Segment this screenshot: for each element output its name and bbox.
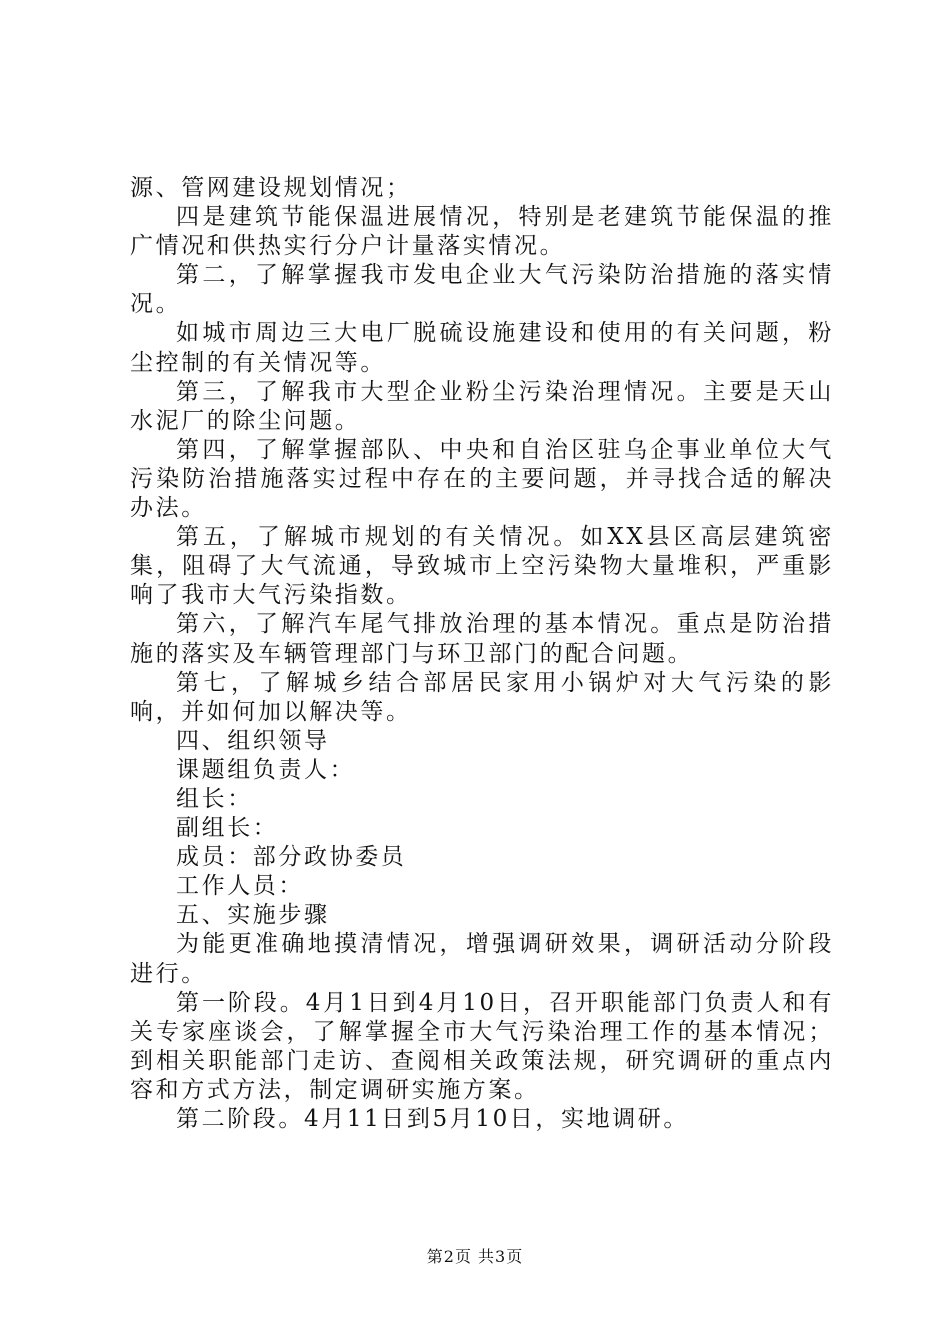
page-footer <box>0 1244 950 1267</box>
paragraph: 四、组织领导 <box>176 727 330 754</box>
paragraph: 第三，了解我市大型企业粉尘污染治理情况。主要是天山水泥厂的除尘问题。 <box>130 378 834 434</box>
paragraph: 第二，了解掌握我市发电企业大气污染防治措施的落实情况。 <box>130 262 834 318</box>
paragraph: 组长： <box>176 785 253 812</box>
paragraph: 课题组负责人： <box>176 756 356 783</box>
page-number-label: 第2页 共3页 <box>426 1247 524 1266</box>
paragraph: 五、实施步骤 <box>176 902 330 929</box>
paragraph: 如城市周边三大电厂脱硫设施建设和使用的有关问题，粉尘控制的有关情况等。 <box>130 320 834 376</box>
paragraph: 成员：部分政协委员 <box>176 844 407 871</box>
paragraph: 第五，了解城市规划的有关情况。如XX县区高层建筑密集，阻碍了大气流通，导致城市上空污染物大量堆积，严重影响了我市大气污染指数。 <box>130 524 834 609</box>
paragraph: 第二阶段。4月11日到5月10日，实地调研。 <box>176 1106 689 1132</box>
paragraph: 第七，了解城乡结合部居民家用小锅炉对大气污染的影响，并如何加以解决等。 <box>130 669 834 725</box>
paragraph: 四是建筑节能保温进展情况，特别是老建筑节能保温的推广情况和供热实行分户计量落实情况。 <box>130 204 834 260</box>
paragraph: 第一阶段。4月1日到4月10日，召开职能部门负责人和有关专家座谈会，了解掌握全市大气污染治理工作的基本情况；到相关职能部门走访、查阅相关政策法规，研究调研的重点内容和方式方法，制定调研实施方案。 <box>130 989 834 1103</box>
paragraph: 为能更准确地摸清情况，增强调研效果，调研活动分阶段进行。 <box>130 931 834 987</box>
paragraph: 工作人员： <box>176 873 304 900</box>
paragraph: 副组长： <box>176 815 279 842</box>
paragraph: 源、管网建设规划情况； <box>130 175 412 201</box>
paragraph: 第六，了解汽车尾气排放治理的基本情况。重点是防治措施的落实及车辆管理部门与环卫部门的配合问题。 <box>130 611 834 667</box>
document-body <box>130 174 834 1134</box>
paragraph: 第四，了解掌握部队、中央和自治区驻乌企事业单位大气污染防治措施落实过程中存在的主要问题，并寻找合适的解决办法。 <box>130 436 834 522</box>
